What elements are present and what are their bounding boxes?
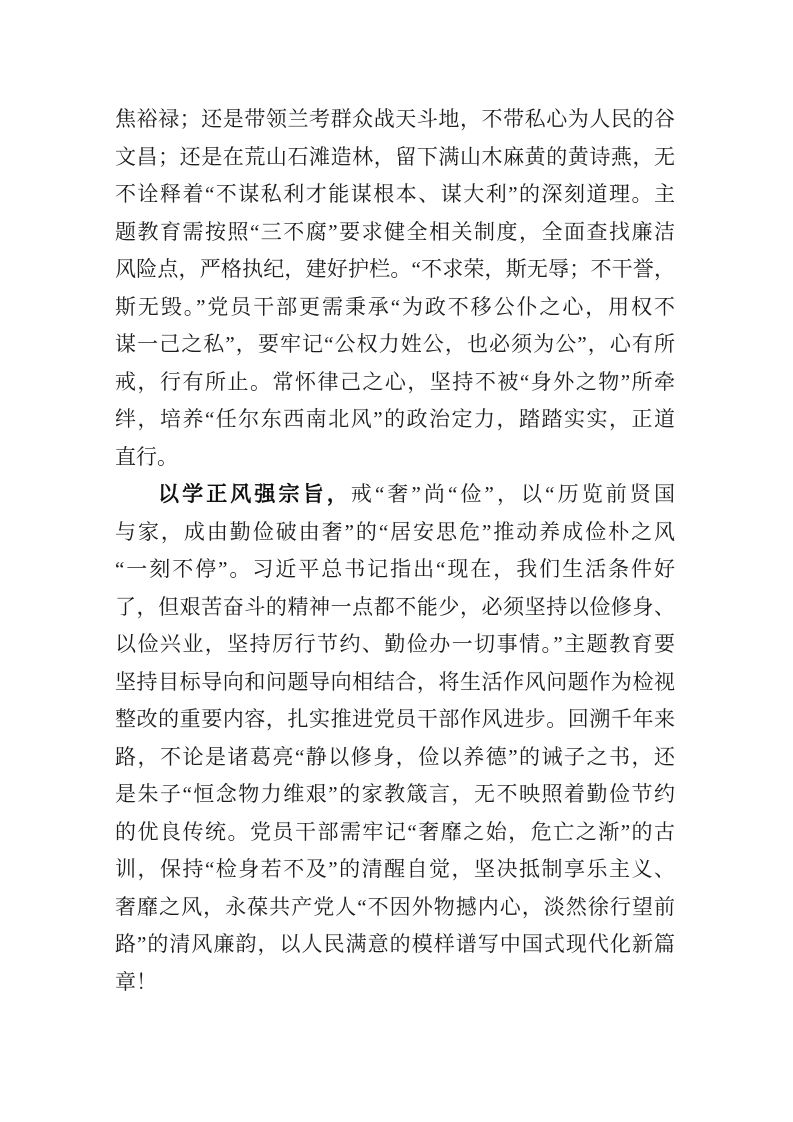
text-line: 训，保持“检身若不及”的清醒自觉，坚决抵制享乐主义、: [115, 857, 675, 881]
text-line: 坚持目标导向和问题导向相结合，将生活作风问题作为检视: [115, 669, 675, 694]
text-line: 不诠释着“不谋私利才能谋根本、谋大利”的深刻道理。主: [115, 182, 675, 206]
text-line: 与家，成由勤俭破由奢”的“居安思危”推动养成俭朴之风: [115, 519, 675, 544]
text-line: 绊，培养“任尔东西南北风”的政治定力，踏踏实实，正道: [115, 407, 675, 431]
text-line: 路，不论是诸葛亮“静以修身，俭以养德”的诫子之书，还: [115, 744, 675, 769]
text-line: 焦裕禄；还是带领兰考群众战天斗地，不带私心为人民的谷: [115, 107, 675, 131]
text-line: 章！: [115, 969, 157, 994]
text-line: 整改的重要内容，扎实推进党员干部作风进步。回溯千年来: [115, 707, 675, 731]
text-line: 的优良传统。党员干部需牢记“奢靡之始，危亡之渐”的古: [115, 819, 675, 844]
text-line: 戒，行有所止。常怀律己之心，坚持不被“身外之物”所牵: [115, 369, 675, 394]
text-run: 戒“奢”尚“俭”，以“历览前贤国: [350, 482, 675, 506]
text-line: 直行。: [115, 444, 178, 469]
paragraph-1: [115, 101, 675, 476]
document-text-block: [115, 101, 675, 1001]
lead-emphasis-text: 以学正风强宗旨，: [158, 483, 351, 506]
text-line: 谋一己之私”，要牢记“公权力姓公，也必须为公”，心有所: [115, 332, 675, 356]
text-line: 文昌；还是在荒山石滩造林，留下满山木麻黄的黄诗燕，无: [115, 144, 675, 169]
text-line: 以俭兴业，坚持厉行节约、勤俭办一切事情。”主题教育要: [115, 632, 675, 656]
text-line: 风险点，严格执纪，建好护栏。“不求荣，斯无辱；不干誉，: [115, 257, 675, 281]
text-line: [115, 476, 675, 514]
text-line: 奢靡之风，永葆共产党人“不因外物撼内心，淡然徐行望前: [115, 894, 675, 919]
text-line: 斯无毁。”党员干部更需秉承“为政不移公仆之心，用权不: [115, 294, 675, 319]
text-line: 路”的清风廉韵，以人民满意的模样谱写中国式现代化新篇: [115, 932, 675, 956]
text-line: “一刻不停”。习近平总书记指出“现在，我们生活条件好: [115, 557, 675, 581]
text-line: 了，但艰苦奋斗的精神一点都不能少，必须坚持以俭修身、: [115, 594, 675, 619]
paragraph-2: [115, 476, 675, 1001]
text-line: 题教育需按照“三不腐”要求健全相关制度，全面查找廉洁: [115, 219, 675, 244]
text-line: 是朱子“恒念物力维艰”的家教箴言，无不映照着勤俭节约: [115, 782, 675, 806]
